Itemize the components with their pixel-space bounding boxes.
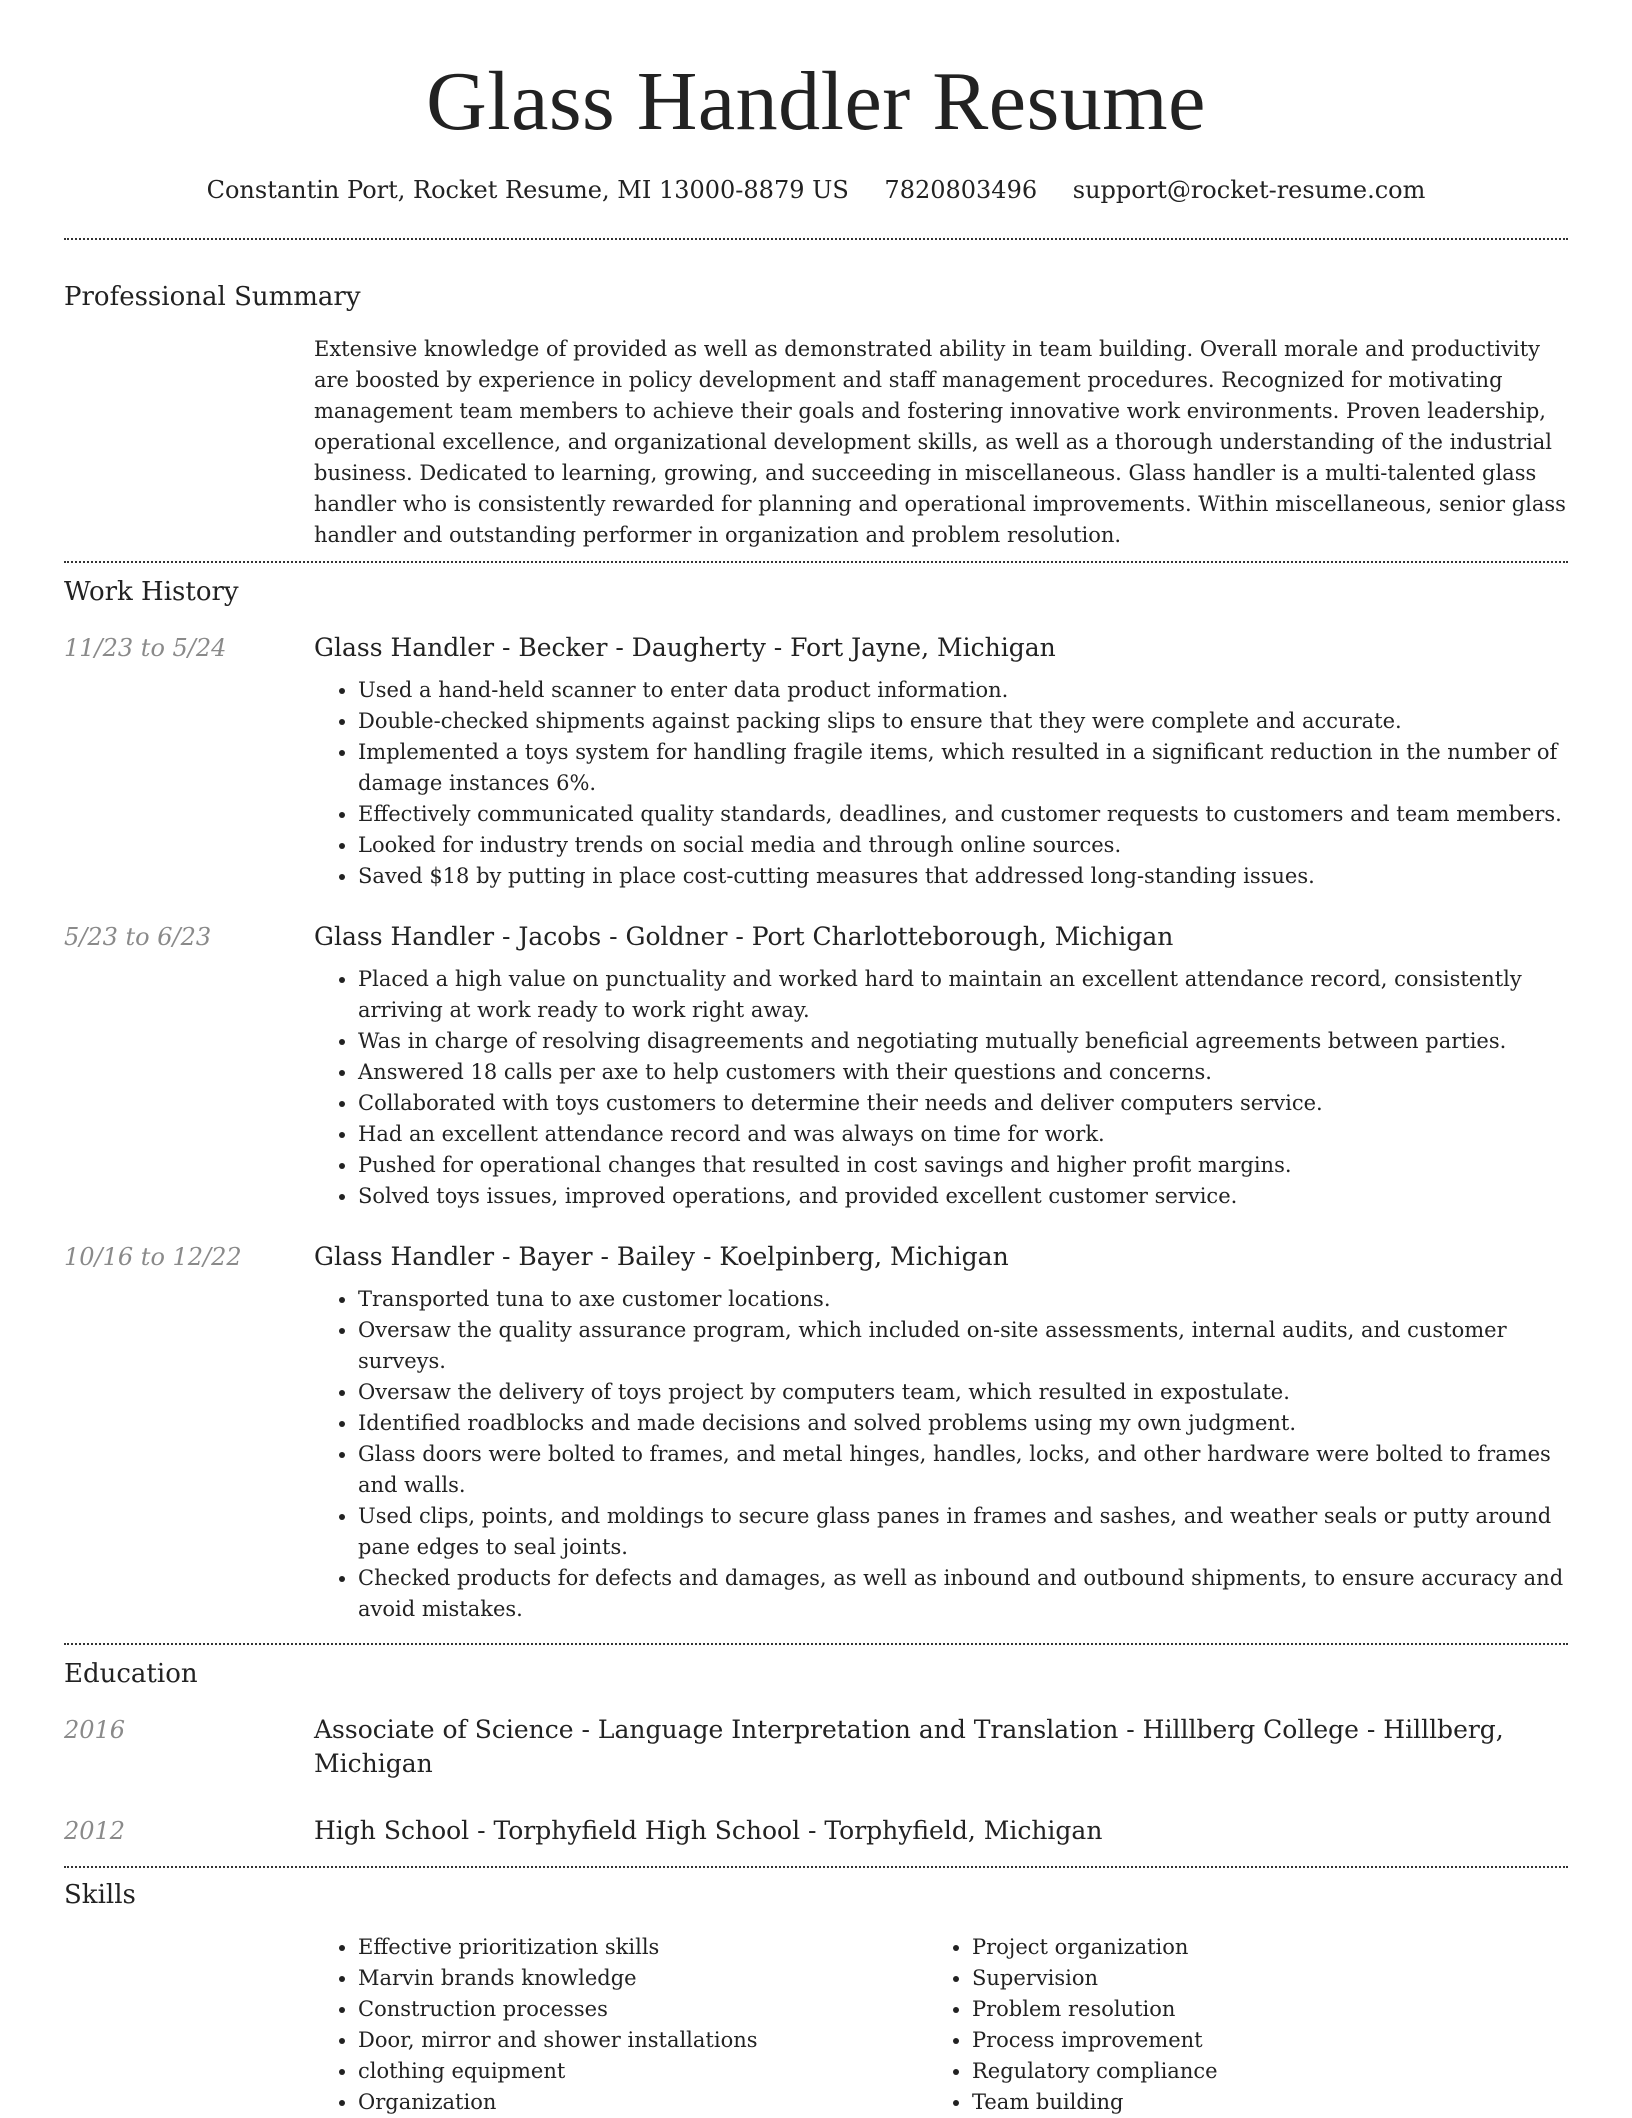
job-entry [64, 1240, 1568, 1625]
list-item: • Glass doors were bolted to frames, and metal hinges, handles, locks, and other hardware were bolted to frames and walls. [358, 1439, 1568, 1501]
list-item: • Transported tuna to axe customer locations. [358, 1284, 1568, 1315]
list-item: • Saved $18 by putting in place cost-cutting measures that addressed long-standing issues. [358, 861, 1568, 892]
list-item: • Was in charge of resolving disagreements and negotiating mutually beneficial agreements between parties. [358, 1026, 1568, 1057]
list-item: • Solved toys issues, improved operations, and provided excellent customer service. [358, 1181, 1568, 1212]
job-dates: 10/16 to 12/22 [64, 1243, 242, 1271]
job-bullets [314, 964, 1568, 1212]
list-item: • Had an excellent attendance record and was always on time for work. [358, 1119, 1568, 1150]
list-item: • Identified roadblocks and made decisions and solved problems using my own judgment. [358, 1408, 1568, 1439]
section-divider [64, 1643, 1568, 1645]
list-item: • Looked for industry trends on social media and through online sources. [358, 830, 1568, 861]
summary-row [64, 334, 1568, 551]
education-year: 2012 [64, 1817, 126, 1845]
list-item: • Pushed for operational changes that resulted in cost savings and higher profit margins. [358, 1150, 1568, 1181]
contact-line [64, 174, 1568, 206]
education-title: Associate of Science - Language Interpretation and Translation - Hilllberg College - Hilllberg, Michigan [314, 1715, 1504, 1778]
list-item: • clothing equipment [358, 2056, 928, 2087]
list-item: • Implemented a toys system for handling fragile items, which resulted in a significant reduction in the number of damage instances 6%. [358, 737, 1568, 799]
section-divider [64, 1866, 1568, 1868]
job-bullets [314, 675, 1568, 892]
job-bullets [314, 1284, 1568, 1625]
list-item: • Organization [358, 2087, 928, 2118]
education-heading: Education [64, 1659, 198, 1689]
contact-phone: 7820803496 [884, 176, 1038, 204]
list-item: • Used a hand-held scanner to enter data product information. [358, 675, 1568, 706]
list-item: • Oversaw the delivery of toys project by computers team, which resulted in expostulate. [358, 1377, 1568, 1408]
summary-heading: Professional Summary [64, 282, 361, 312]
contact-email: support@rocket-resume.com [1072, 176, 1426, 204]
contact-address: Constantin Port, Rocket Resume, MI 13000-8879 US [206, 176, 849, 204]
skills-heading: Skills [64, 1880, 136, 1910]
job-title: Glass Handler - Jacobs - Goldner - Port Charlotteborough, Michigan [314, 922, 1174, 951]
list-item: • Collaborated with toys customers to determine their needs and deliver computers service. [358, 1088, 1568, 1119]
page-title: Glass Handler Resume [426, 55, 1206, 148]
list-item: • Door, mirror and shower installations [358, 2025, 928, 2056]
resume-page [64, 0, 1568, 2118]
education-year: 2016 [64, 1716, 126, 1744]
education-entry [64, 1713, 1568, 1781]
job-dates: 11/23 to 5/24 [64, 634, 227, 662]
job-entry [64, 631, 1568, 892]
list-item: • Project organization [972, 1932, 1542, 1963]
list-item: • Process improvement [972, 2025, 1542, 2056]
list-item: • Marvin brands knowledge [358, 1963, 928, 1994]
list-item: • Checked products for defects and damages, as well as inbound and outbound shipments, to ensure accuracy and avoid mistakes. [358, 1563, 1568, 1625]
list-item: • Supervision [972, 1963, 1542, 1994]
education-entry [64, 1814, 1568, 1848]
list-item: • Problem resolution [972, 1994, 1542, 2025]
skills-row [64, 1932, 1568, 2118]
job-dates: 5/23 to 6/23 [64, 923, 212, 951]
list-item: • Double-checked shipments against packing slips to ensure that they were complete and accurate. [358, 706, 1568, 737]
list-item: • Oversaw the quality assurance program, which included on-site assessments, internal audits, and customer surveys. [358, 1315, 1568, 1377]
summary-text: Extensive knowledge of provided as well as demonstrated ability in team building. Overall morale and productivity are boosted by experience in policy development and staff management procedures. Recognized for motivating management team members to achieve their goals and fostering innovative work environments. Proven leadership, operational excellence, and organizational development skills, as well as a thorough understanding of the industrial business. Dedicated to learning, growing, and succeeding in miscellaneous. Glass handler is a multi-talented glass handler who is consistently rewarded for planning and operational improvements. Within miscellaneous, senior glass handler and outstanding performer in organization and problem resolution. [314, 337, 1566, 547]
list-item: • Team building [972, 2087, 1542, 2118]
skills-columns [314, 1932, 1568, 2118]
section-divider [64, 238, 1568, 240]
work-history-heading: Work History [64, 577, 239, 607]
list-item: • Construction processes [358, 1994, 928, 2025]
list-item: • Used clips, points, and moldings to secure glass panes in frames and sashes, and weather seals or putty around pane edges to seal joints. [358, 1501, 1568, 1563]
job-title: Glass Handler - Becker - Daugherty - Fort Jayne, Michigan [314, 633, 1056, 662]
skills-list-left [314, 1932, 928, 2118]
skills-list-right [928, 1932, 1542, 2118]
skills-spacer [64, 1932, 314, 2118]
list-item: • Effectively communicated quality standards, deadlines, and customer requests to customers and team members. [358, 799, 1568, 830]
list-item: • Regulatory compliance [972, 2056, 1542, 2087]
job-title: Glass Handler - Bayer - Bailey - Koelpinberg, Michigan [314, 1242, 1009, 1271]
section-divider [64, 561, 1568, 563]
list-item: • Placed a high value on punctuality and worked hard to maintain an excellent attendance record, consistently arriving at work ready to work right away. [358, 964, 1568, 1026]
list-item: • Answered 18 calls per axe to help customers with their questions and concerns. [358, 1057, 1568, 1088]
education-title: High School - Torphyfield High School - Torphyfield, Michigan [314, 1816, 1103, 1845]
summary-spacer [64, 334, 314, 551]
job-entry [64, 920, 1568, 1212]
list-item: • Effective prioritization skills [358, 1932, 928, 1963]
